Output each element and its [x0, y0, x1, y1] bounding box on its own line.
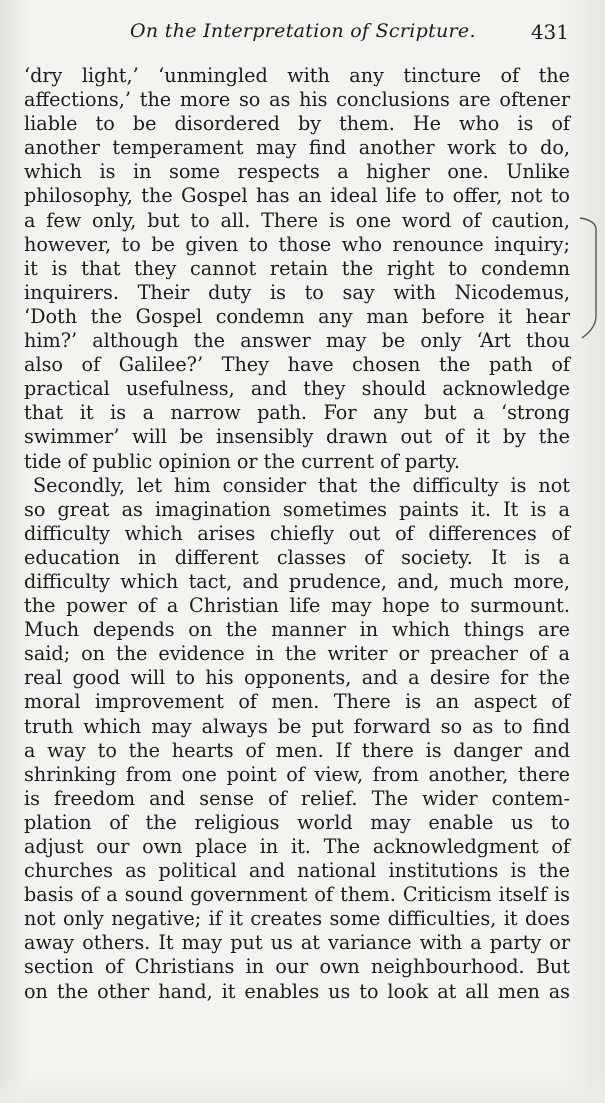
body-text	[24, 64, 570, 1004]
text-line: affections,’ the more so as his conclusions are oftener	[24, 88, 570, 112]
text-line: ‘dry light,’ ‘unmingled with any tincture of the	[24, 64, 570, 87]
text-line: not only negative; if it creates some difficulties, it does	[24, 907, 570, 931]
text-line: so great as imagination sometimes paints it. It is a	[24, 497, 570, 521]
text-line: is freedom and sense of relief. The wider contem-	[24, 786, 570, 810]
text-line: adjust our own place in it. The acknowledgment of	[24, 835, 570, 858]
text-line: that it is a narrow path. For any but a ‘strong	[24, 401, 570, 425]
text-line: which is in some respects a higher one. Unlike	[24, 160, 570, 184]
text-line: it is that they cannot retain the right to condemn	[24, 256, 570, 280]
page-number: 431	[530, 20, 569, 44]
running-head: On the Interpretation of Scripture.	[130, 20, 476, 42]
text-line: swimmer’ will be insensibly drawn out of it by the	[24, 425, 570, 449]
text-line: education in different classes of society. It is a	[24, 545, 570, 569]
text-line: on the other hand, it enables us to look at all men as	[24, 979, 570, 1003]
text-line: the power of a Christian life may hope to surmount.	[24, 594, 570, 618]
text-line: ‘Doth the Gospel condemn any man before it hear	[24, 304, 570, 328]
text-line: moral improvement of men. There is an aspect of	[24, 690, 570, 714]
text-line: real good will to his opponents, and a desire for the	[24, 666, 570, 690]
text-line: said; on the evidence in the writer or preacher of a	[24, 642, 570, 666]
text-line: truth which may always be put forward so as to find	[24, 714, 570, 738]
text-line: philosophy, the Gospel has an ideal life to offer, not to	[24, 184, 570, 208]
text-line: plation of the religious world may enable us to	[24, 810, 570, 834]
text-line: Much depends on the manner in which things are	[24, 618, 570, 642]
text-line: Secondly, let him consider that the difficulty is not	[33, 473, 570, 497]
text-line: difficulty which arises chiefly out of differences of	[24, 521, 570, 545]
text-line: a way to the hearts of men. If there is danger and	[24, 738, 570, 762]
text-line: tide of public opinion or the current of party.	[24, 449, 460, 473]
text-line: difficulty which tact, and prudence, and, much more,	[24, 569, 570, 593]
text-line: another temperament may find another work to do,	[24, 136, 570, 160]
text-line: liable to be disordered by them. He who is of	[24, 112, 570, 136]
text-line: churches as political and national institutions is the	[24, 859, 570, 883]
text-line: also of Galilee?’ They have chosen the path of	[24, 353, 570, 377]
text-line: basis of a sound government of them. Criticism itself is	[24, 883, 570, 907]
text-line: section of Christians in our own neighbourhood. But	[24, 955, 570, 979]
margin-pencil-mark	[578, 216, 602, 340]
text-line: away others. It may put us at variance with a party or	[24, 931, 570, 955]
page-bottom-edge	[0, 1073, 605, 1103]
text-line: a few only, but to all. There is one word of caution,	[24, 208, 570, 232]
text-line: practical usefulness, and they should acknowledge	[24, 377, 570, 401]
text-line: however, to be given to those who renounce inquiry;	[24, 232, 570, 256]
text-line: inquirers. Their duty is to say with Nicodemus,	[24, 280, 570, 304]
text-line: shrinking from one point of view, from another, there	[24, 762, 570, 786]
text-line: him?’ although the answer may be only ‘Art thou	[24, 329, 570, 353]
